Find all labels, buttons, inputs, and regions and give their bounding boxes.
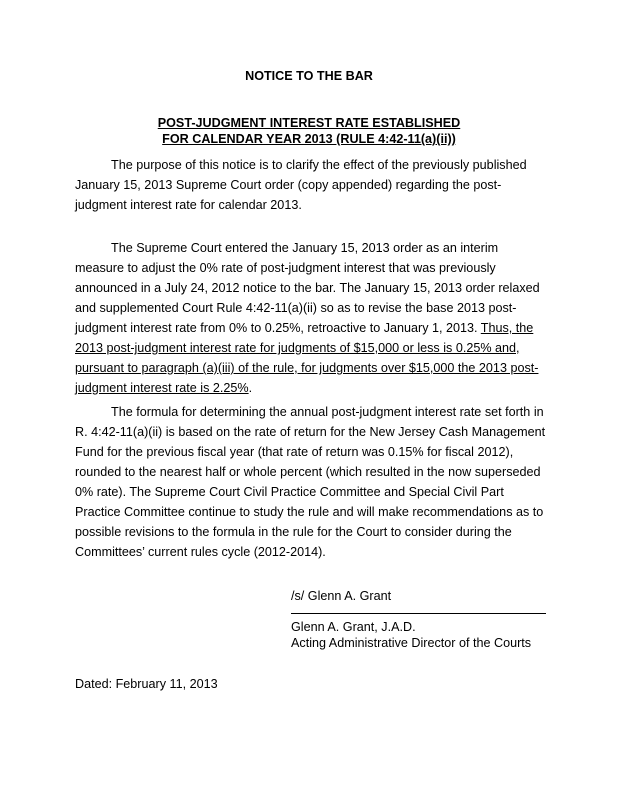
signatory-name: Glenn A. Grant, J.A.D. [291, 620, 416, 634]
signatory-title: Acting Administrative Director of the Courts [291, 636, 532, 650]
signature-mark: /s/ Glenn A. Grant [291, 589, 392, 603]
paragraph-2-underlined: Thus, the 2013 post-judgment interest rate for judgments of $15,000 or less is 0.25% and, pursuant to paragraph (a)(iii) of the rule, for judgments over $15,000 the 2013 post-judgment interest rate is 2.25% [75, 321, 539, 395]
notice-title: NOTICE TO THE BAR [245, 69, 373, 83]
subtitle-line-1: POST-JUDGMENT INTEREST RATE ESTABLISHED [157, 116, 461, 130]
signature-line [291, 613, 546, 614]
paragraph-1-text: The purpose of this notice is to clarify the effect of the previously published January 15, 2013 Supreme Court order (copy appended) regarding the post-judgment interest rate for calendar 2013. [75, 158, 527, 212]
date-line: Dated: February 11, 2013 [75, 677, 218, 691]
paragraph-3-text: The formula for determining the annual post-judgment interest rate set forth in R. 4:42-11(a)(ii) is based on the rate of return for the New Jersey Cash Management Fund for the previous fiscal year (that rate of return was 0.15% for fiscal 2012), rounded to the nearest half or whole percent (which resulted in the now superseded 0% rate). The Supreme Court Civil Practice Committee and Special Civil Part Practice Committee continue to study the rule and will make recommendations as to possible revisions to the formula in the rule for the Court to consider during the Committees’ current rules cycle (2012-2014). [75, 405, 546, 559]
paragraph-interim-order [75, 238, 547, 398]
subtitle-line-2: FOR CALENDAR YEAR 2013 (RULE 4:42-11(a)(ii)) [162, 132, 456, 146]
paragraph-formula [75, 402, 547, 562]
paragraph-2-text: The Supreme Court entered the January 15, 2013 order as an interim measure to adjust the 0% rate of post-judgment interest that was previously announced in a July 24, 2012 notice to the bar. The January 15, 2013 order relaxed and supplemented Court Rule 4:42-11(a)(ii) so as to revise the base 2013 post-judgment interest rate from 0% to 0.25%, retroactive to January 1, 2013. [75, 241, 540, 335]
notice-subtitle [0, 115, 618, 147]
paragraph-2-end: . [248, 381, 253, 395]
paragraph-purpose [75, 155, 547, 215]
